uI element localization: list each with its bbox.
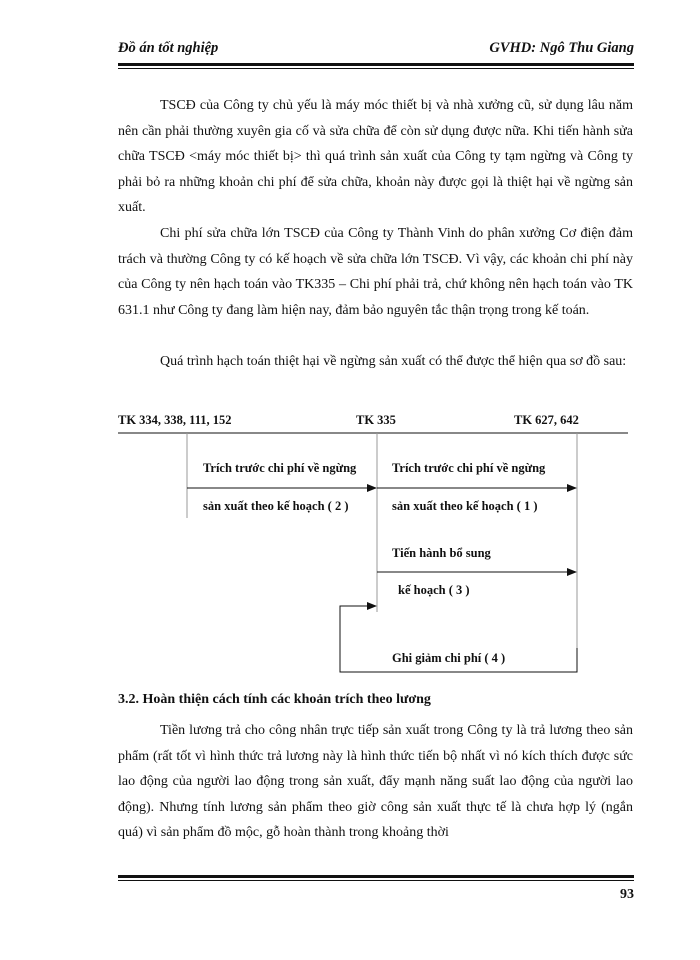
entry-3-label: kế hoạch ( 3 ): [398, 583, 470, 597]
paragraph-3: Quá trình hạch toán thiệt hại về ngừng sản xuất có thể được thể hiện qua sơ đồ sau:: [160, 354, 627, 369]
footer-rule: [118, 875, 634, 878]
footer-rule-thin: [118, 880, 634, 881]
entry-3-label: Tiến hành bổ sung: [392, 546, 491, 560]
page-number: 93: [620, 887, 634, 902]
header-rule: [118, 63, 634, 66]
entry-2-label: Trích trước chi phí về ngừng: [203, 461, 357, 475]
paragraph-2: Chi phí sửa chữa lớn TSCĐ của Công ty Thành Vinh do phân xưởng Cơ điện đảm trách và thường Công ty có kế hoạch về sửa chữa lớn TSCĐ. Vì vậy, các khoản chi phí này của Công ty nên hạch toán vào TK335 – Chi phí phải trả, chứ không nên hạch toán vào TK 631.1 như Công ty đang làm hiện nay, đảm bảo nguyên tắc thận trọng trong kế toán.: [118, 226, 633, 318]
account-label: TK 627, 642: [514, 413, 579, 427]
paragraph-1: TSCĐ của Công ty chủ yếu là máy móc thiết bị và nhà xưởng cũ, sử dụng lâu năm nên cần phải thường xuyên gia cố và sửa chữa để còn sử dụng được nữa. Khi tiến hành sửa chữa TSCĐ <máy móc thiết bị> thì quá trình sản xuất của Công ty tạm ngừng và Công ty phải bỏ ra những khoản chi phí để sửa chữa, khoản này được gọi là thiệt hại về ngừng sản xuất.: [118, 98, 633, 215]
entry-2-label: sản xuất theo kế hoạch ( 2 ): [203, 499, 349, 513]
header-rule-thin: [118, 68, 634, 69]
entry-4-arrow: [340, 606, 577, 672]
entry-1-label: Trích trước chi phí về ngừng: [392, 461, 546, 475]
header-title: Đồ án tốt nghiệp: [118, 40, 219, 56]
account-label: TK 334, 338, 111, 152: [118, 413, 232, 427]
account-label: TK 335: [356, 413, 396, 427]
section-title: 3.2. Hoàn thiện cách tính các khoản trích theo lương: [118, 692, 431, 707]
header-advisor: GVHD: Ngô Thu Giang: [489, 40, 634, 56]
entry-4-label: Ghi giảm chi phí ( 4 ): [392, 651, 506, 665]
entry-1-label: sản xuất theo kế hoạch ( 1 ): [392, 499, 538, 513]
page-header: [118, 40, 634, 62]
section-paragraph: Tiền lương trả cho công nhân trực tiếp sản xuất trong Công ty là trả lương theo sản phẩm (rất tốt vì hình thức trả lương này là hình thức tiến bộ nhất vì nó kích thích được sức lao động của người lao động trong sản xuất, đẩy mạnh năng suất lao động của người lao động). Nhưng tính lương sản phẩm theo giờ công sản xuất thực tế là chưa hợp lý (ngắn quá) vì sản phẩm đồ mộc, gỗ hoàn thành trong khoảng thời: [118, 723, 633, 840]
